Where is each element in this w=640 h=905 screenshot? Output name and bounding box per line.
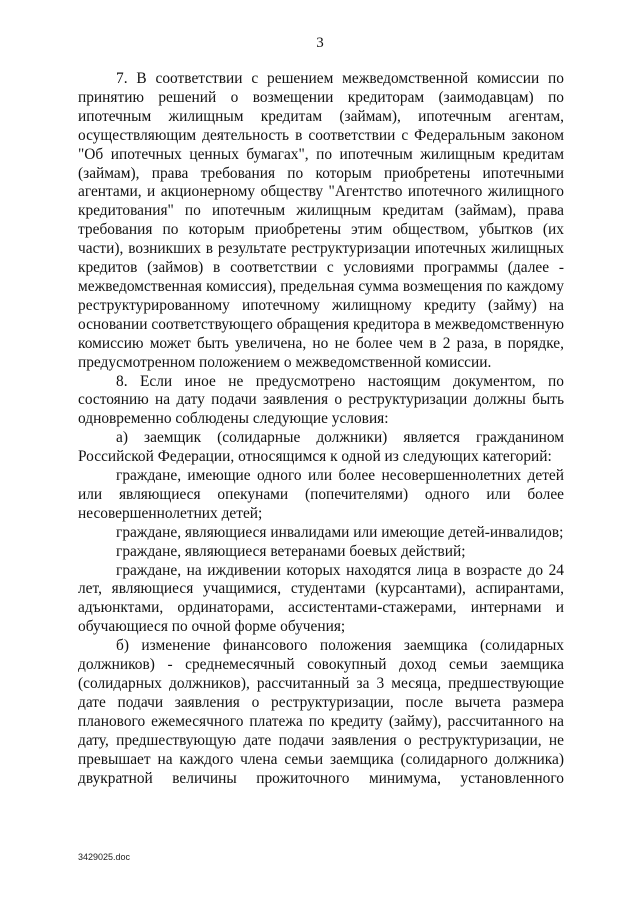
paragraph-8-conditions-intro: 8. Если иное не предусмотрено настоящим документом, по состоянию на дату подачи заявления о реструктуризации должны быть одновременно соблюдены следующие условия: — [78, 372, 564, 428]
category-minor-children: граждане, имеющие одного или более несовершеннолетних детей или являющиеся опекунами (попечителями) одного или более несовершеннолетних детей; — [78, 467, 564, 522]
document-body — [78, 70, 564, 788]
condition-b-financial-change: б) изменение финансового положения заемщика (солидарных должников) - среднемесячный совокупный доход семьи заемщика (солидарных должников), рассчитанный за 3 месяца, предшествующие дате подачи заявления о реструктуризации, после вычета размера планового ежемесячного платежа по кредиту (займу), рассчитанного на дату, предшествующую дате подачи заявления о реструктуризации, не превышает на каждого члена семьи заемщика (солидарного должника) двукратной величины прожиточного минимума, установленного — [78, 637, 564, 787]
category-dependent-students: граждане, на иждивении которых находятся лица в возрасте до 24 лет, являющиеся учащимися, студентами (курсантами), аспирантами, адъюнктами, ординаторами, ассистентами-стажерами, интернами и обучающиеся по очной форме обучения; — [78, 561, 564, 636]
footer-doc-code: 3429025.doc — [78, 852, 131, 862]
category-veterans: граждане, являющиеся ветеранами боевых действий; — [116, 542, 466, 560]
condition-a-borrower-categories: а) заемщик (солидарные должники) является гражданином Российской Федерации, относящимся к одной из следующих категорий: — [78, 429, 564, 466]
page-number: 3 — [316, 35, 324, 51]
paragraph-7-compensation-limit: 7. В соответствии с решением межведомственной комиссии по принятию решений о возмещении кредиторам (заимодавцам) по ипотечным жилищным кредитам (займам), ипотечным агентам, осуществляющим деятельность в соответствии с Федеральным законом "Об ипотечных ценных бумагах", по ипотечным жилищным кредитам (займам), права требования по которым приобретены ипотечными агентами, и акционерному обществу "Агентство ипотечного жилищного кредитования" по ипотечным жилищным кредитам (займам), права требования по которым приобретены этим обществом, убытков (их части), возникших в результате реструктуризации ипотечных жилищных кредитов (займов) в соответствии с условиями программы (далее - межведомственная комиссия), предельная сумма возмещения по каждому реструктурированному ипотечному жилищному кредиту (займу) на основании соответствующего обращения кредитора в межведомственную комиссию может быть увеличена, но не более чем в 2 раза, в порядке, предусмотренном положением о межведомственной комиссии. — [78, 70, 564, 371]
category-disabled: граждане, являющиеся инвалидами или имеющие детей-инвалидов; — [116, 523, 564, 541]
